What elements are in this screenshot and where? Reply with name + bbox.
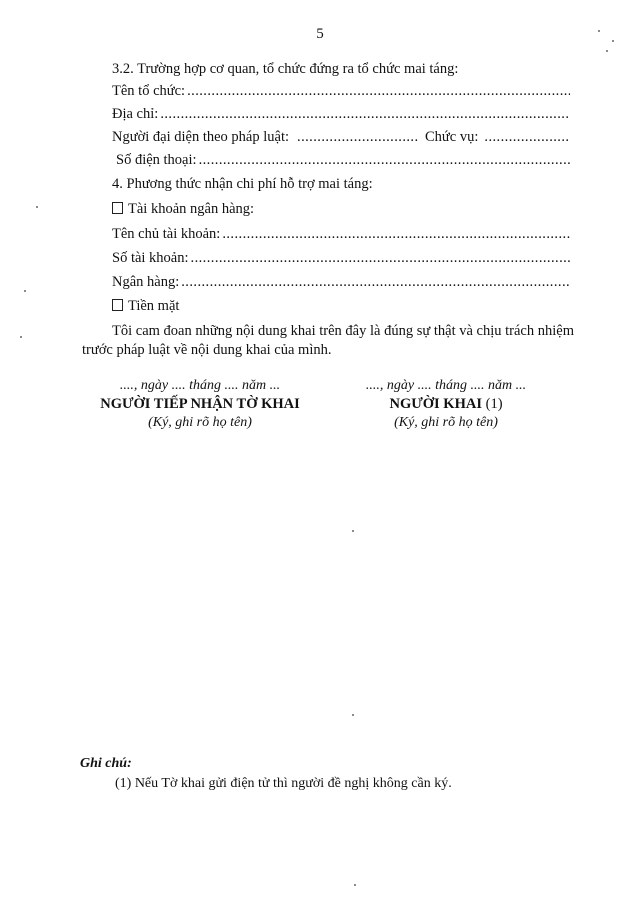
bank-account-option-label: Tài khoản ngân hàng: (128, 201, 255, 217)
scan-speck (598, 30, 600, 32)
declarant-role: NGƯỜI KHAI (389, 396, 482, 412)
org-name-field[interactable] (112, 83, 570, 100)
org-name-label: Tên tổ chức: (112, 83, 186, 99)
representative-blank[interactable] (297, 129, 419, 146)
account-holder-blank[interactable] (222, 226, 570, 243)
scan-speck (354, 884, 356, 886)
scan-speck (24, 290, 26, 292)
bank-blank[interactable] (181, 274, 570, 291)
position-blank[interactable] (484, 129, 570, 146)
scan-speck (36, 206, 38, 208)
declarant-role-line (316, 396, 576, 413)
bank-account-option[interactable] (112, 201, 254, 218)
section-4-heading: 4. Phương thức nhận chi phí hỗ trợ mai táng: (112, 176, 373, 192)
account-number-blank[interactable] (191, 250, 570, 267)
declarant-signature-block (316, 378, 576, 431)
bank-account-checkbox[interactable] (112, 202, 123, 214)
address-blank[interactable] (160, 106, 570, 123)
declarant-sign-hint: (Ký, ghi rõ họ tên) (394, 415, 498, 430)
cash-option-label: Tiền mặt (128, 298, 180, 314)
declarant-role-note: (1) (485, 396, 503, 412)
scan-speck (352, 530, 354, 532)
account-number-label: Số tài khoản: (112, 250, 189, 266)
cash-checkbox[interactable] (112, 299, 123, 311)
receiver-signature-block (70, 378, 330, 431)
receiver-date-line: ...., ngày .... tháng .... năm ... (119, 378, 281, 393)
scan-speck (606, 50, 608, 52)
account-holder-label: Tên chủ tài khoản: (112, 226, 221, 242)
phone-field[interactable] (116, 152, 570, 169)
org-name-blank[interactable] (187, 83, 570, 100)
account-number-field[interactable] (112, 250, 570, 267)
cash-option[interactable] (112, 298, 179, 315)
scan-speck (352, 714, 354, 716)
page-number: 5 (316, 26, 324, 42)
address-field[interactable] (112, 106, 570, 123)
account-holder-field[interactable] (112, 226, 570, 243)
representative-row (112, 129, 570, 146)
receiver-role: NGƯỜI TIẾP NHẬN TỜ KHAI (100, 396, 300, 412)
receiver-sign-hint: (Ký, ghi rõ họ tên) (148, 415, 252, 430)
declaration-text: Tôi cam đoan những nội dung khai trên đây là đúng sự thật và chịu trách nhiệm trước pháp luật về nội dung khai của mình. (82, 323, 574, 358)
representative-label: Người đại diện theo pháp luật: (112, 129, 290, 145)
position-label: Chức vụ: (425, 129, 479, 145)
bank-label: Ngân hàng: (112, 274, 180, 290)
note-item: (1) Nếu Tờ khai gửi điện tử thì người đề nghị không cần ký. (115, 776, 452, 791)
phone-label: Số điện thoại: (116, 152, 197, 168)
scan-speck (612, 40, 614, 42)
bank-field[interactable] (112, 274, 570, 291)
address-label: Địa chỉ: (112, 106, 159, 122)
section-3-2-heading: 3.2. Trường hợp cơ quan, tổ chức đứng ra tổ chức mai táng: (112, 61, 459, 77)
scan-speck (20, 336, 22, 338)
phone-blank[interactable] (199, 152, 570, 169)
notes-title: Ghi chú: (80, 756, 132, 771)
declarant-date-line: ...., ngày .... tháng .... năm ... (365, 378, 527, 393)
